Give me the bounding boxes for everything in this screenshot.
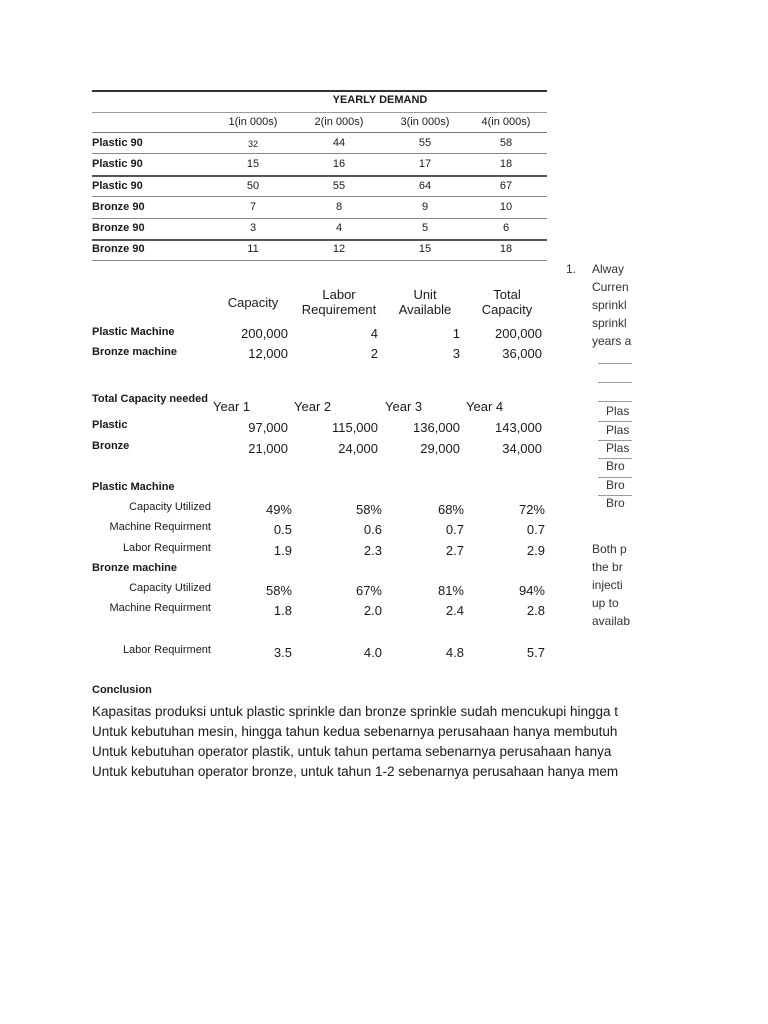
side-line: the br [592,560,623,574]
demand-header: 3(in 000s) [400,116,450,128]
metric-label: Machine Requirment [109,602,211,614]
side-list-item: Bro [606,496,625,510]
total-cell: 36,000 [502,346,542,361]
conclusion-label: Conclusion [92,684,152,696]
conclusion-line: Untuk kebutuhan mesin, hingga tahun kedua sebenarnya perusahaan hanya membutuh [92,724,618,739]
side-list-item: Bro [606,459,625,473]
side-line: up to [592,596,619,610]
row-rule [92,239,547,241]
metric-cell: 67% [355,583,382,598]
side-line: injecti [592,578,623,592]
metric-cell: 0.7 [526,522,545,537]
needed-cell: 115,000 [331,420,378,435]
needed-cell: 29,000 [420,441,460,456]
year-header: Year 1 [213,399,251,414]
metric-cell: 2.0 [363,603,382,618]
demand-cell: 32 [247,139,258,149]
title-rule [92,112,547,113]
side-text [560,258,632,638]
metric-cell: 2.3 [363,543,382,558]
row-rule [92,153,547,154]
year-header: Year 3 [385,399,423,414]
demand-row-label: Plastic 90 [92,158,143,170]
side-list-item: Plas [606,441,630,455]
metric-cell: 0.6 [363,522,382,537]
side-rule [598,382,632,383]
unit-cell: 1 [452,326,460,341]
demand-cell: 64 [418,180,432,192]
metric-cell: 58% [265,583,292,598]
needed-cell: 24,000 [338,441,378,456]
metric-cell: 3.5 [273,645,292,660]
metric-cell: 1.8 [273,603,292,618]
side-rule [598,401,632,402]
metric-label: Machine Requirment [109,521,211,533]
plastic-machine-label: Plastic Machine [92,481,175,493]
row-rule [92,218,547,219]
metric-cell: 81% [437,583,464,598]
side-rule [598,363,632,364]
total-header: Total [493,287,521,302]
bronze-machine-label: Bronze machine [92,562,177,574]
demand-cell: 55 [332,180,346,192]
metric-cell: 68% [437,502,464,517]
metric-cell: 58% [355,502,382,517]
demand-cell: 67 [499,180,513,192]
side-list-item: Plas [606,404,630,418]
demand-cell: 7 [249,201,257,213]
demand-cell: 6 [502,222,510,234]
side-line: Curren [592,280,629,294]
demand-cell: 10 [499,201,513,213]
demand-cell: 4 [335,222,343,234]
metric-cell: 94% [518,583,545,598]
labor-cell: 2 [370,346,378,361]
metric-cell: 49% [265,502,292,517]
capacity-row-label: Bronze machine [92,346,177,358]
bottom-rule [92,260,547,261]
demand-row-label: Bronze 90 [92,222,145,234]
demand-cell: 58 [499,137,513,149]
demand-cell: 3 [249,222,257,234]
demand-row-label: Plastic 90 [92,137,143,149]
row-rule [92,196,547,197]
needed-cell: 136,000 [413,420,460,435]
metric-cell: 1.9 [273,543,292,558]
unit-cell: 3 [452,346,460,361]
metric-cell: 0.5 [273,522,292,537]
demand-cell: 5 [421,222,429,234]
needed-cell: 143,000 [495,420,542,435]
demand-cell: 8 [335,201,343,213]
demand-header: 1(in 000s) [228,116,278,128]
demand-cell: 55 [418,137,432,149]
side-line: availab [592,614,631,628]
conclusion-line: Untuk kebutuhan operator bronze, untuk tahun 1-2 sebenarnya perusahaan hanya mem [92,764,619,779]
demand-cell: 11 [247,243,259,255]
conclusion-line: Untuk kebutuhan operator plastik, untuk tahun pertama sebenarnya perusahaan hanya [92,744,612,759]
labor-header: Requirement [301,302,377,317]
labor-header: Labor [322,287,356,302]
demand-cell: 18 [499,158,513,170]
metric-cell: 2.8 [526,603,545,618]
needed-cell: 97,000 [248,420,288,435]
metric-cell: 2.4 [445,603,464,618]
side-number: 1. [566,262,577,276]
demand-title: YEARLY DEMAND [332,94,428,106]
unit-header: Unit [413,287,437,302]
side-line: Both p [592,542,627,556]
needed-cell: 34,000 [502,441,542,456]
metric-cell: 5.7 [526,645,545,660]
side-line: years a [592,334,632,348]
side-list-item: Plas [606,423,630,437]
metric-label: Capacity Utilized [129,582,211,594]
metric-label: Capacity Utilized [129,501,211,513]
demand-cell: 17 [418,158,432,170]
capacity-cell: 200,000 [241,326,288,341]
demand-row-label: Bronze 90 [92,201,145,213]
year-header: Year 4 [466,399,504,414]
demand-cell: 15 [246,158,260,170]
conclusion-line: Kapasitas produksi untuk plastic sprinkle dan bronze sprinkle sudah mencukupi hingga t [92,704,619,719]
demand-cell: 44 [332,137,346,149]
demand-cell: 50 [246,180,260,192]
header-rule [92,132,547,133]
needed-cell: 21,000 [248,441,288,456]
year-header: Year 2 [294,399,332,414]
demand-cell: 16 [332,158,346,170]
side-line: sprinkl [592,316,627,330]
metric-label: Labor Requirment [122,644,211,656]
metric-cell: 0.7 [445,522,464,537]
labor-cell: 4 [370,326,378,341]
metric-cell: 2.9 [526,543,545,558]
unit-header: Available [398,302,452,317]
total-header: Capacity [481,302,533,317]
side-list-item: Bro [606,478,625,492]
demand-header: 4(in 000s) [481,116,531,128]
metric-cell: 72% [518,502,545,517]
total-cell: 200,000 [495,326,542,341]
page-cutoff [632,0,768,1024]
metric-cell: 4.8 [445,645,464,660]
demand-header: 2(in 000s) [314,116,364,128]
capacity-row-label: Plastic Machine [92,326,175,338]
demand-cell: 15 [418,243,432,255]
top-rule [92,90,547,92]
demand-cell: 18 [499,243,513,255]
demand-cell: 9 [421,201,429,213]
metric-cell: 4.0 [363,645,382,660]
capacity-header: Capacity [227,295,279,310]
side-line: sprinkl [592,298,627,312]
demand-cell: 12 [332,243,346,255]
demand-row-label: Plastic 90 [92,180,143,192]
needed-row-label: Plastic [92,419,128,431]
metric-cell: 2.7 [445,543,464,558]
needed-row-label: Bronze [92,440,130,452]
side-rule [598,421,632,422]
row-rule [92,175,547,177]
capacity-cell: 12,000 [248,346,288,361]
demand-row-label: Bronze 90 [92,243,145,255]
needed-label: Total Capacity needed [92,393,208,405]
metric-label: Labor Requirment [122,542,211,554]
side-line: Alway [592,262,625,276]
